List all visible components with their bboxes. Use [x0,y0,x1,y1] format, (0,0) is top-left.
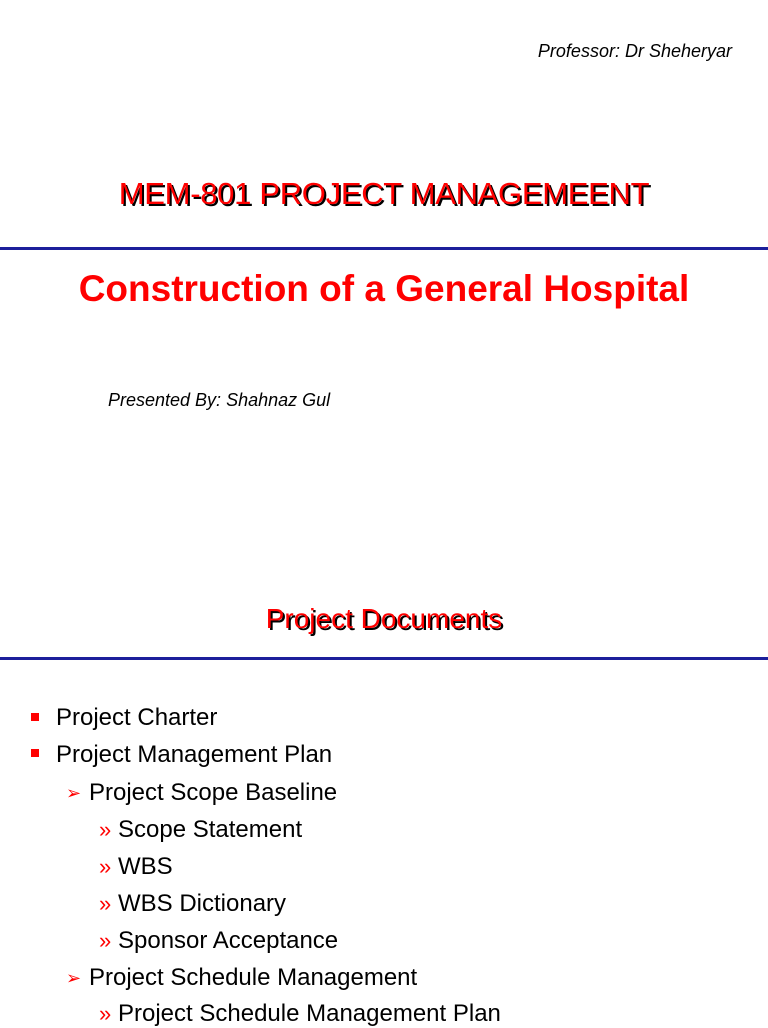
list-item: WBS Dictionary [118,890,287,917]
list-item: Project Scope Baseline [89,779,338,806]
square-bullet-icon [31,713,39,721]
double-chevron-bullet-icon: » [99,891,112,916]
presenter-label: Presented By: Shahnaz Gul [108,390,331,410]
divider-line [0,247,768,250]
double-chevron-bullet-icon: » [99,817,112,842]
list-item: Project Management Plan [56,741,333,768]
list-item: Sponsor Acceptance [118,927,339,954]
arrow-bullet-icon: ➢ [66,783,82,803]
course-title: MEM-801 PROJECT MANAGEMEENT [118,176,650,211]
list-item: WBS [118,853,173,880]
double-chevron-bullet-icon: » [99,928,112,953]
list-item: Scope Statement [118,816,303,843]
project-title: Construction of a General Hospital [78,268,690,309]
double-chevron-bullet-icon: » [99,1001,112,1026]
list-item: Project Schedule Management Plan [118,1000,501,1027]
divider-line [0,657,768,660]
professor-label: Professor: Dr Sheheryar [537,41,732,61]
double-chevron-bullet-icon: » [99,854,112,879]
list-item: Project Schedule Management [89,964,418,991]
arrow-bullet-icon: ➢ [66,968,82,988]
square-bullet-icon [31,749,39,757]
list-item: Project Charter [56,704,218,731]
section-title: Project Documents [265,603,503,634]
